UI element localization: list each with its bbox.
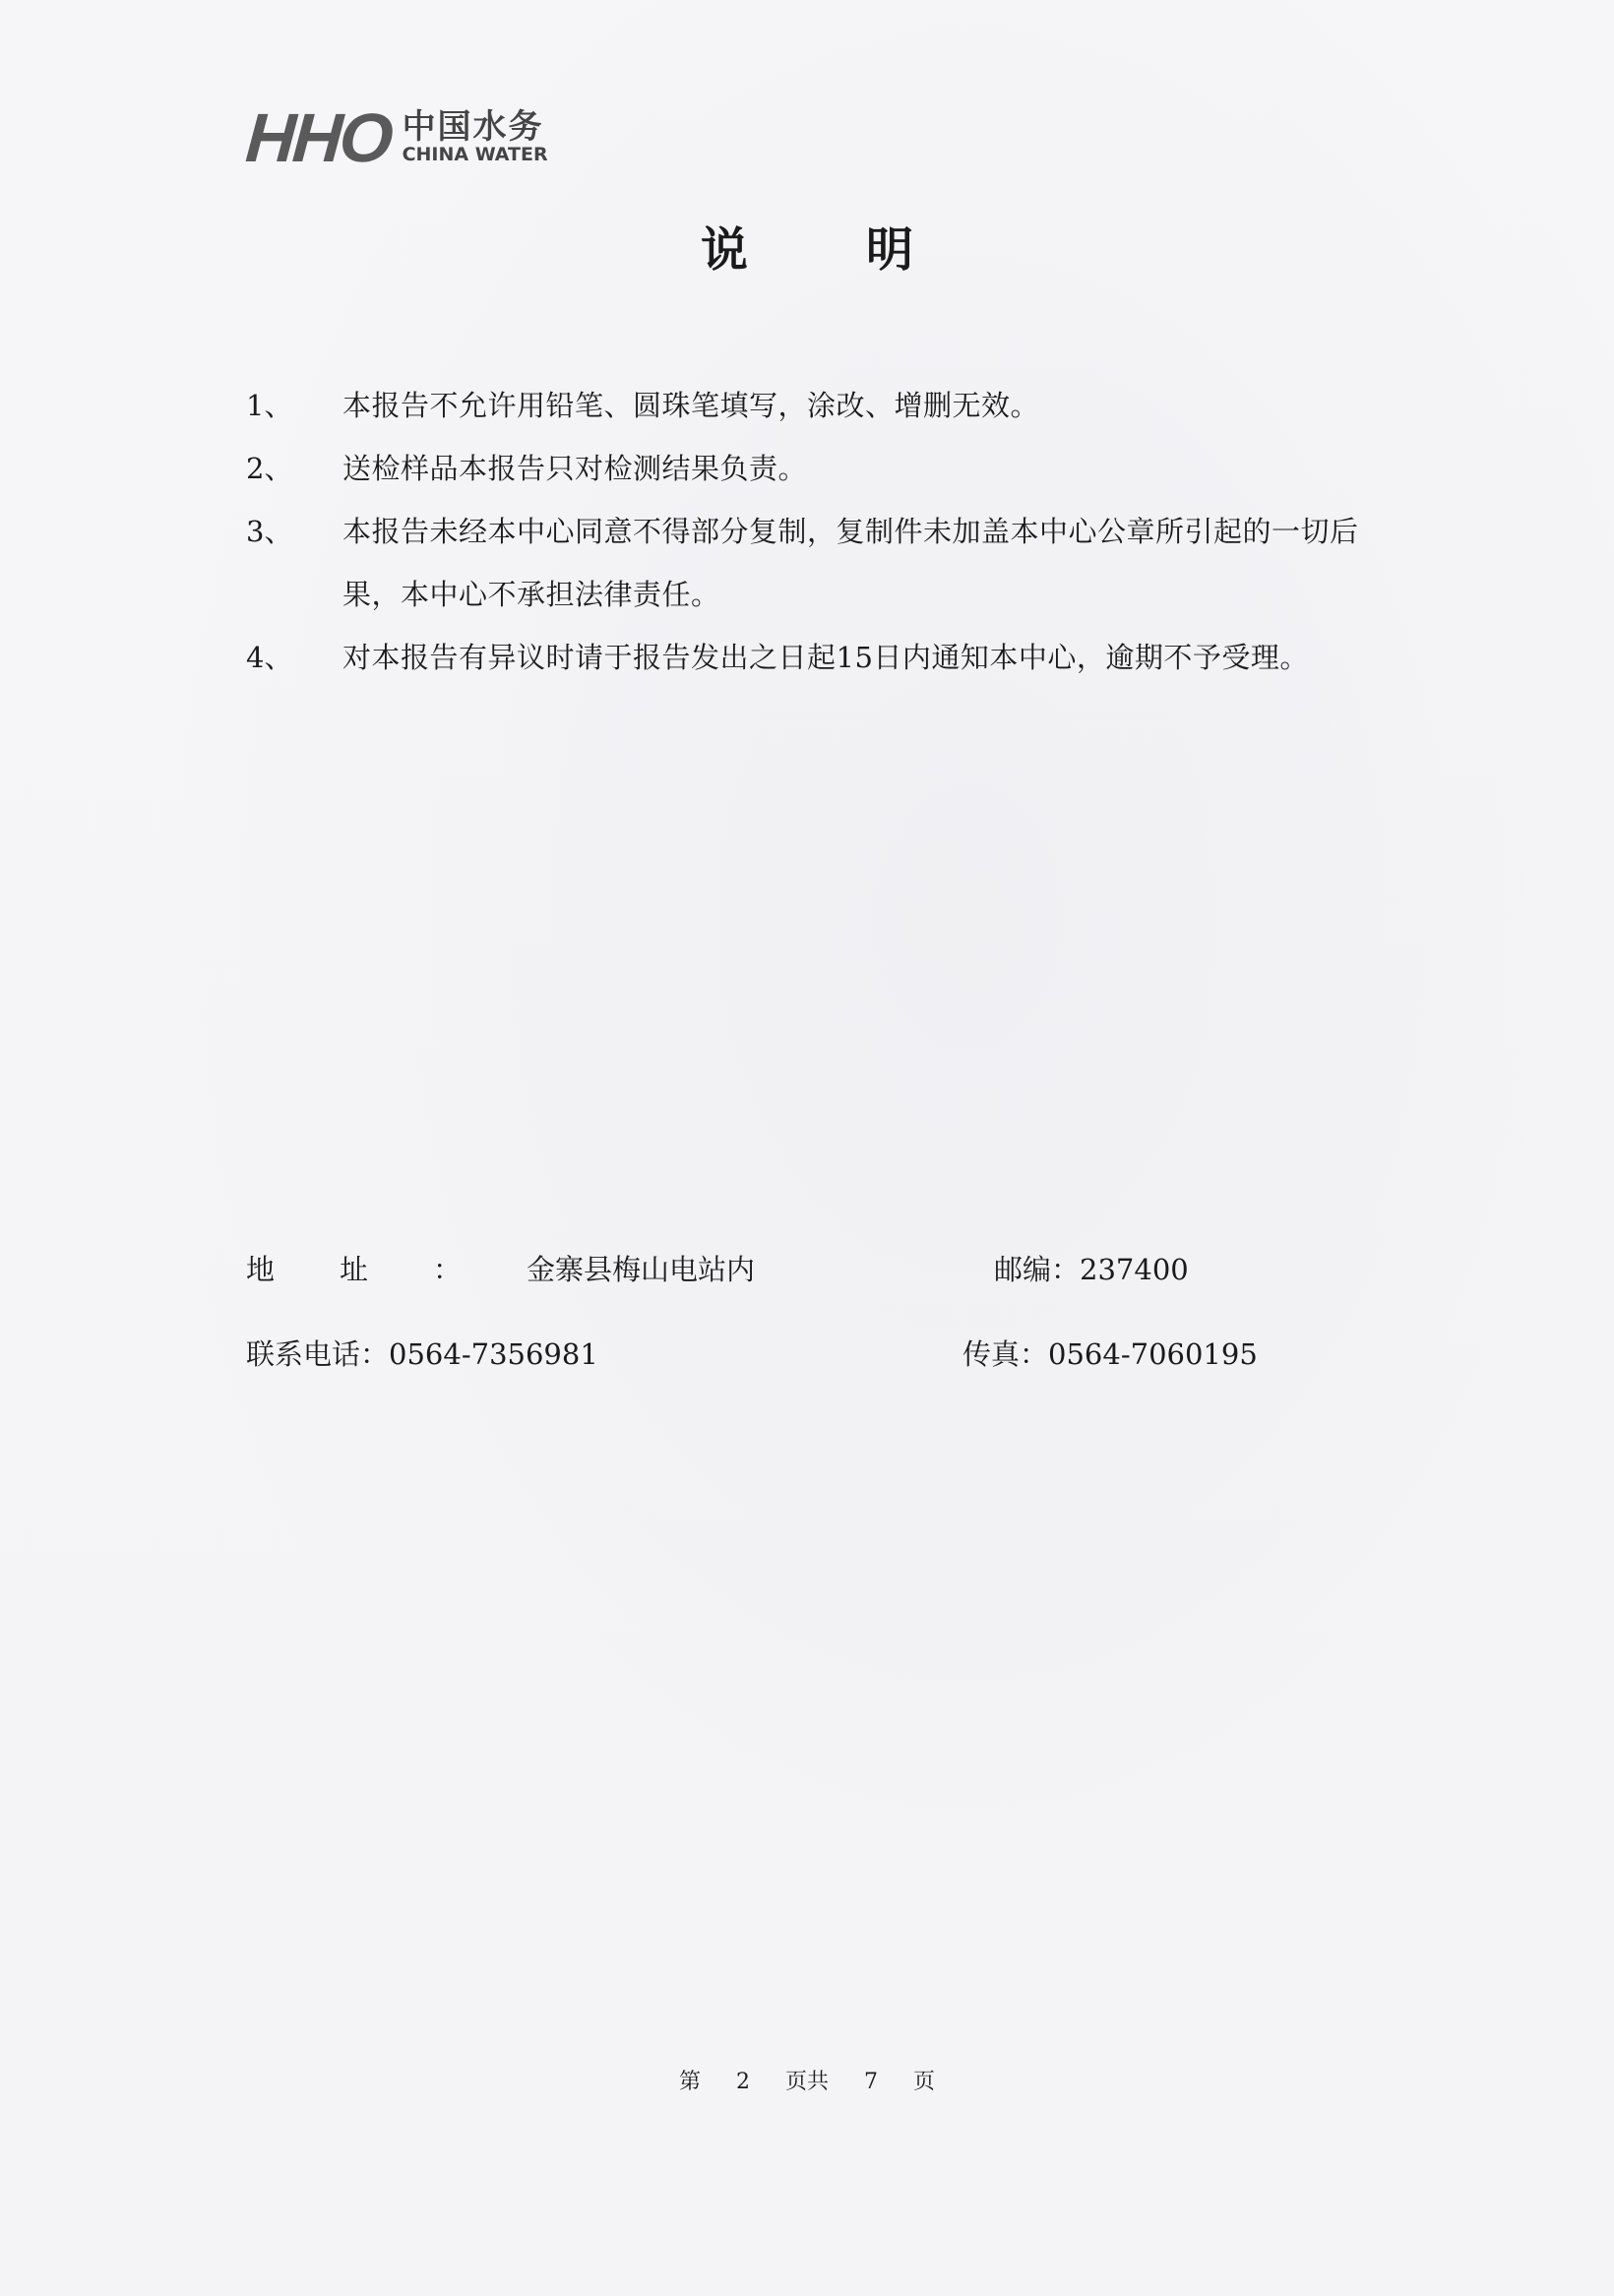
logo-name-cn: 中国水务 xyxy=(402,106,544,147)
postcode xyxy=(994,1248,1189,1288)
phone-label: 联系电话： xyxy=(246,1337,390,1371)
page-number xyxy=(0,2065,1614,2095)
clause-item xyxy=(246,626,1378,689)
page-suffix: 页 xyxy=(913,2070,936,2094)
address xyxy=(246,1248,755,1288)
postcode-value: 237400 xyxy=(1080,1253,1189,1286)
clause-number: 1、 xyxy=(246,389,293,422)
clause-item xyxy=(246,500,1378,626)
phone-row xyxy=(246,1333,1378,1417)
clause-item xyxy=(246,437,1378,500)
fax-value: 0564-7060195 xyxy=(1048,1337,1258,1371)
page-mid: 页共 xyxy=(784,2070,829,2094)
phone-value: 0564-7356981 xyxy=(389,1337,598,1371)
clause-text: 本报告未经本中心同意不得部分复制，复制件未加盖本中心公章所引起的一切后果，本中心不承担法律责任。 xyxy=(342,515,1359,611)
page-title: 说明 xyxy=(700,222,1031,278)
clause-item xyxy=(246,374,1378,437)
address-value: 金寨县梅山电站内 xyxy=(527,1253,756,1286)
postcode-label: 邮编： xyxy=(994,1253,1081,1286)
clause-text: 送检样品本报告只对检测结果负责。 xyxy=(342,452,808,485)
logo-name-en: CHINA WATER xyxy=(402,144,548,166)
clause-number: 2、 xyxy=(246,452,293,485)
clause-list xyxy=(246,374,1378,689)
page-prefix: 第 xyxy=(678,2070,701,2094)
fax-label: 传真： xyxy=(962,1337,1049,1371)
clause-number: 3、 xyxy=(246,515,293,548)
fax xyxy=(962,1333,1258,1373)
address-label: 地址： xyxy=(246,1253,528,1286)
phone xyxy=(246,1333,598,1373)
total-pages: 7 xyxy=(864,2070,878,2094)
contact-info xyxy=(246,1248,1378,1417)
clause-text: 本报告不允许用铅笔、圆珠笔填写，涂改、增删无效。 xyxy=(342,389,1040,422)
company-logo xyxy=(243,98,548,177)
current-page: 2 xyxy=(735,2070,750,2094)
clause-number: 4、 xyxy=(246,641,293,674)
address-row xyxy=(246,1248,1378,1333)
logo-mark: HHO xyxy=(243,99,394,176)
logo-text xyxy=(402,106,548,166)
clause-text: 对本报告有异议时请于报告发出之日起15日内通知本中心，逾期不予受理。 xyxy=(342,641,1309,674)
